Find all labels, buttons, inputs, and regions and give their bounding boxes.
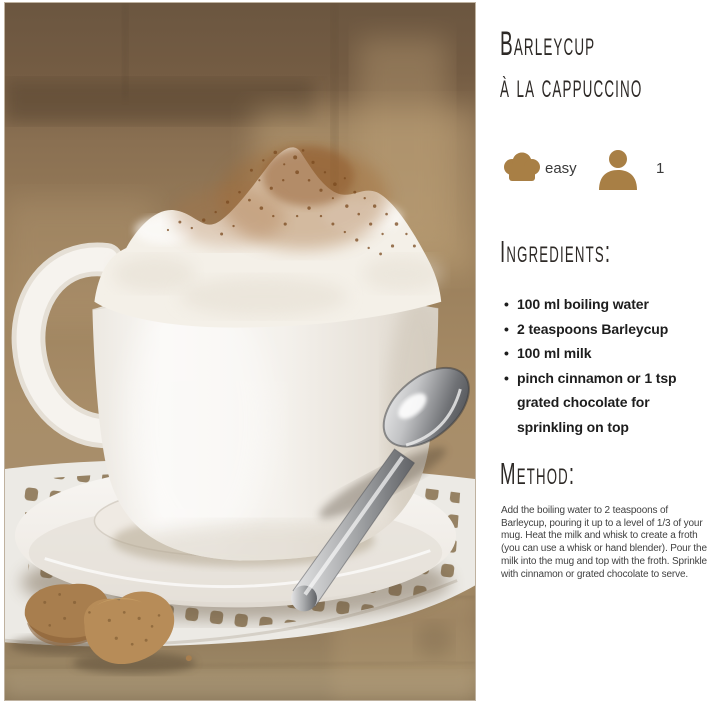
ingredient-item: • 100 ml milk [504, 341, 704, 366]
ingredient-item: • 2 teaspoons Barleycup [504, 317, 704, 342]
recipe-title [500, 23, 720, 107]
ingredient-item: • pinch cinnamon or 1 tsp grated chocolate for sprinkling on top [504, 366, 704, 440]
title-line-1: Barleycup [500, 25, 596, 63]
servings-count: 1 [656, 160, 665, 177]
recipe-meta [500, 148, 710, 190]
photo-illustration [5, 3, 475, 700]
ingredients-heading: Ingredients: [500, 234, 612, 269]
recipe-panel [478, 0, 720, 705]
title-line-2: à la cappuccino [500, 67, 643, 105]
ingredients-list [504, 292, 704, 440]
ingredient-item: • 100 ml boiling water [504, 292, 704, 317]
difficulty-label: easy [545, 160, 577, 177]
method-heading: Method: [500, 456, 576, 491]
person-icon [596, 149, 640, 190]
recipe-photo [4, 2, 476, 701]
method-text: Add the boiling water to 2 teaspoons of Barleycup, pouring it up to a level of 1/3 of your mug. Heat the milk and whisk to create a froth (you can use a whisk or hand blender). Pour the milk into the mug and top with the froth. Sprinkle with cinnamon or grated chocolate to serve. [501, 505, 707, 580]
chef-hat-icon [502, 152, 542, 186]
